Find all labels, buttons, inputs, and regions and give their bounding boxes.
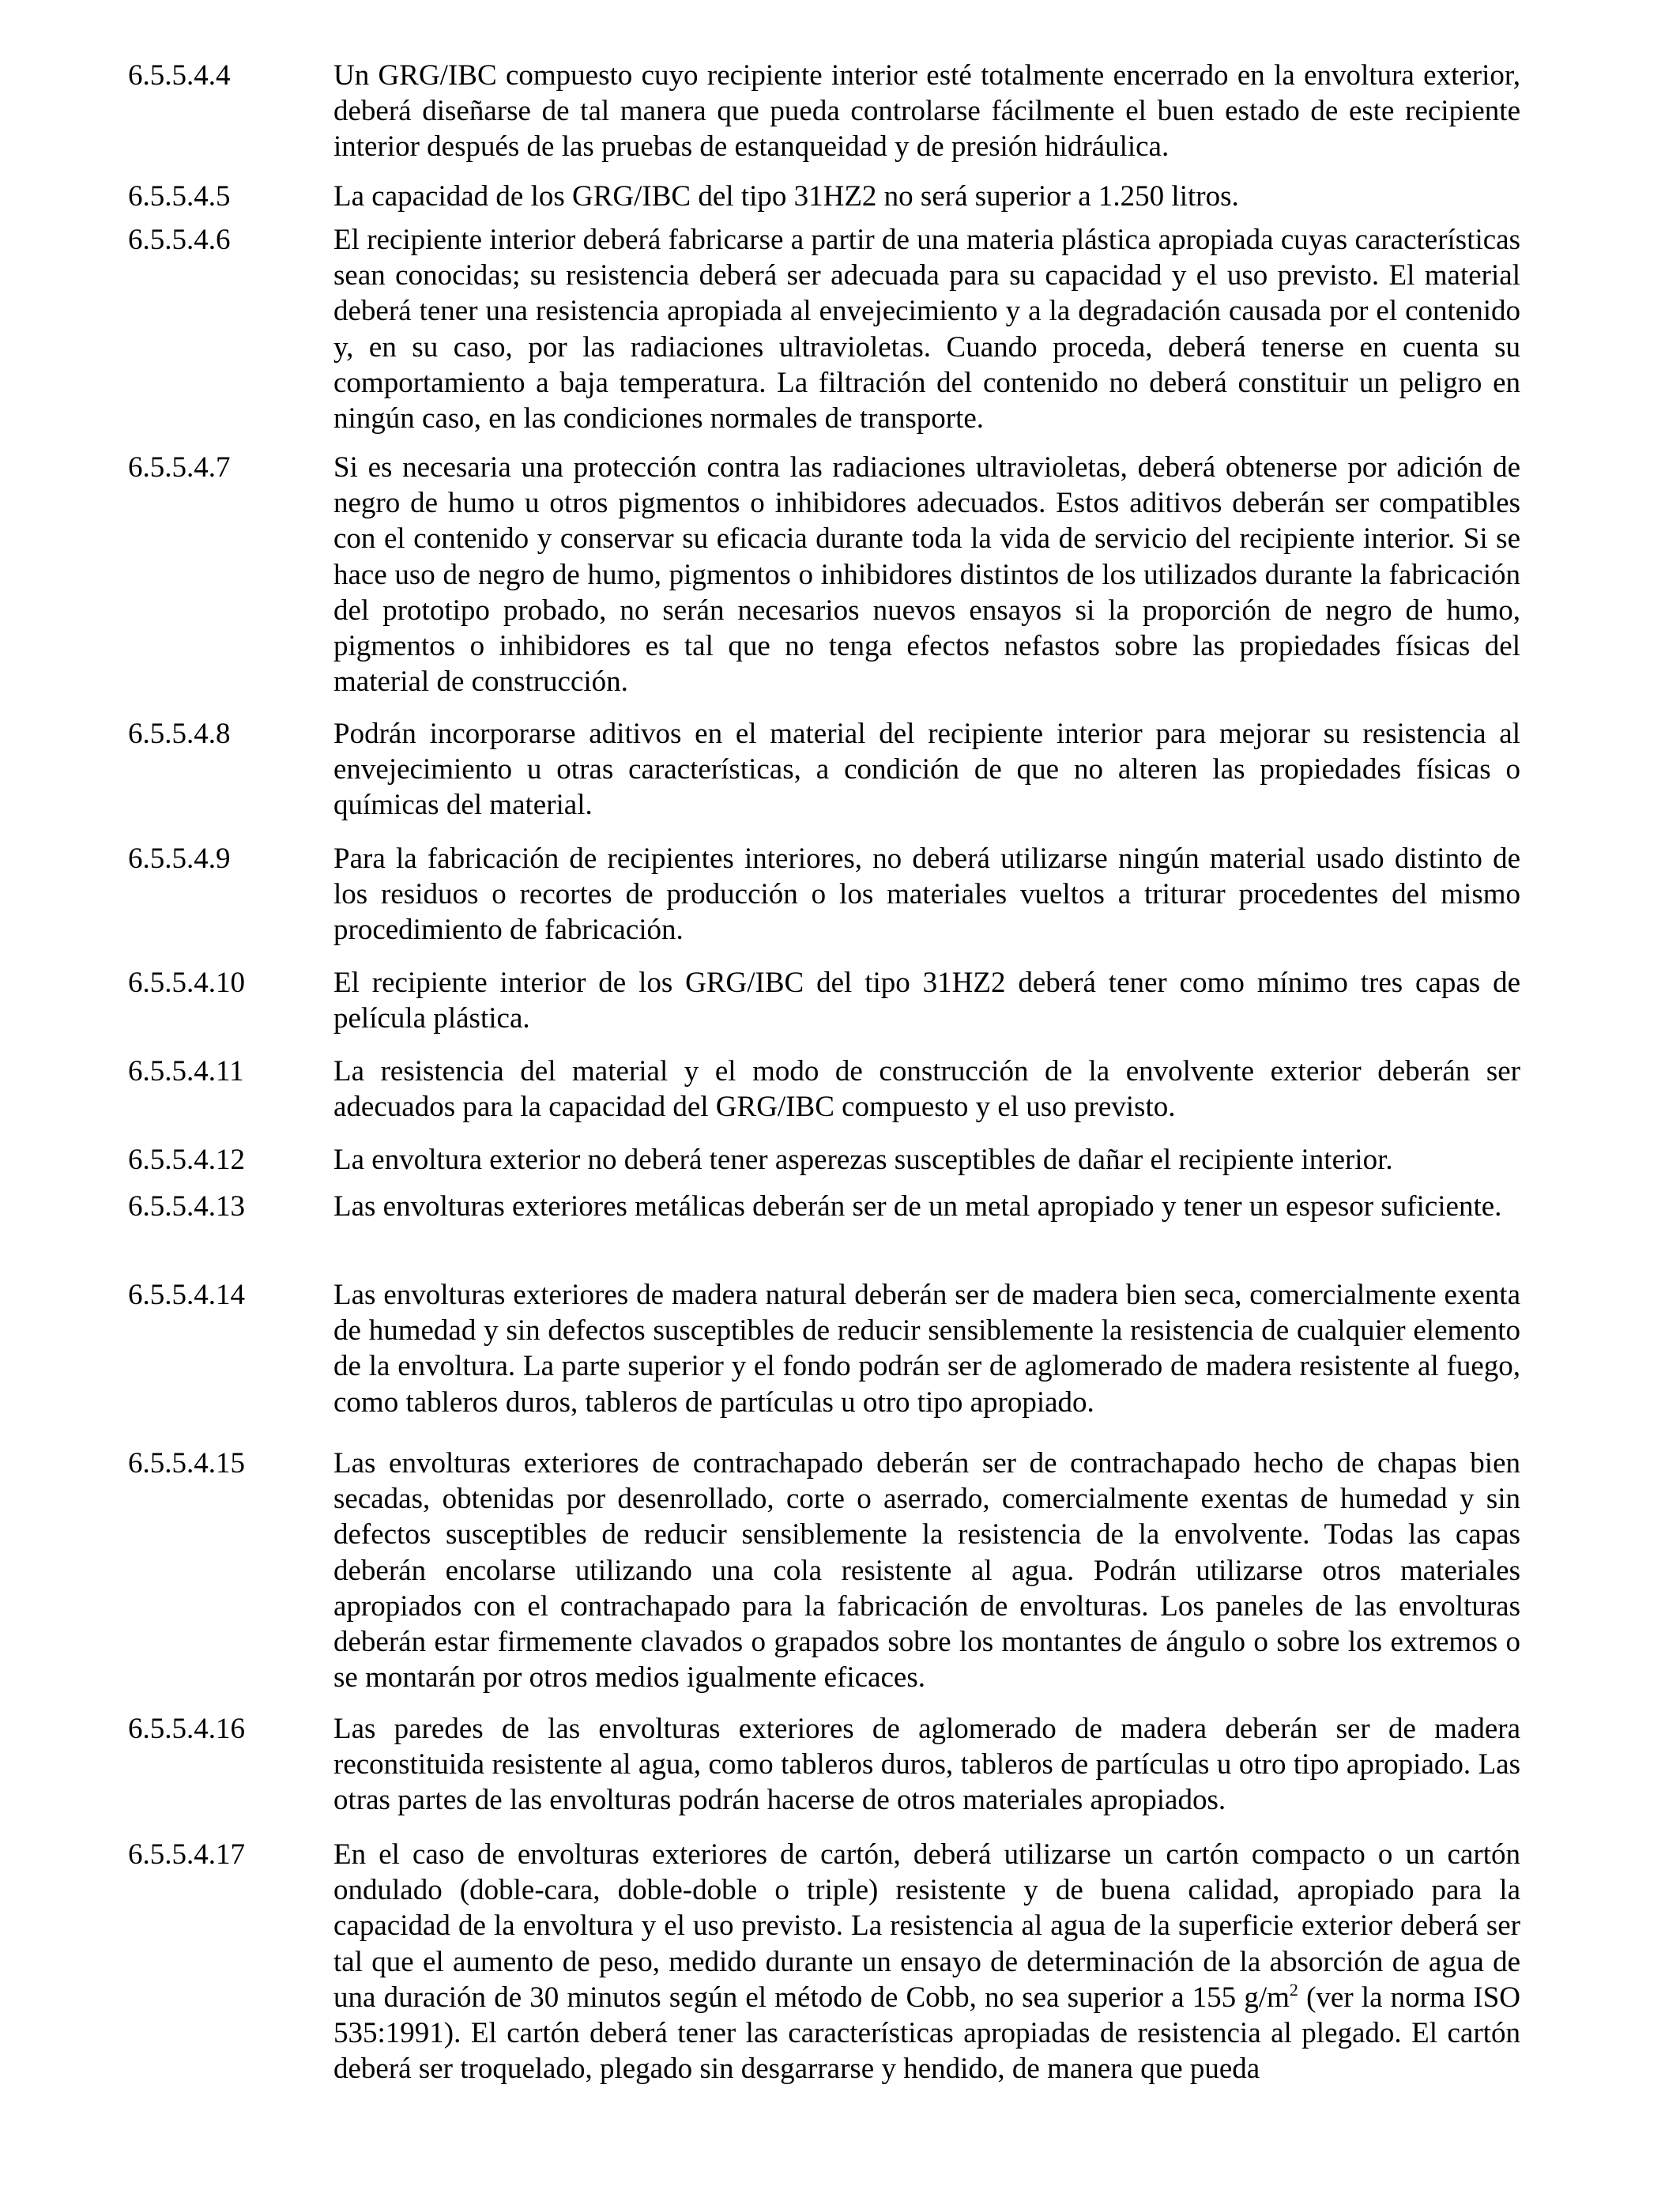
paragraph-text: Las envolturas exteriores de madera natural deberán ser de madera bien seca, comercialmente exenta de humedad y sin defectos susceptibles de reducir sensiblemente la resistencia de cualquier elemento de la envoltura. La parte superior y el fondo podrán ser de aglomerado de madera resistente al fuego, como tableros duros, tableros de partículas u otro tipo apropiado.	[333, 1279, 1520, 1419]
paragraph-number: 6.5.5.4.4	[128, 59, 231, 92]
paragraph-number: 6.5.5.4.5	[128, 180, 231, 213]
paragraph-text: Las envolturas exteriores metálicas deberán ser de un metal apropiado y tener un espesor suficiente.	[333, 1190, 1502, 1223]
paragraph-text-part: En el caso de envolturas exteriores de cartón, deberá utilizarse un cartón compacto o un cartón ondulado (doble-cara, doble-doble o triple) resistente y de buena calidad, apropiado para la capacidad de la envoltura y el uso previsto. La resistencia al agua de la superficie exterior deberá ser tal que el aumento de peso, medido durante un ensayo de determinación de la absorción de agua de una duración de 30 minutos según el método de Cobb, no sea superior a 155 g/m	[333, 1838, 1520, 2014]
paragraph-number: 6.5.5.4.10	[128, 967, 245, 999]
paragraph-number: 6.5.5.4.13	[128, 1190, 245, 1223]
paragraph-text: Si es necesaria una protección contra las radiaciones ultravioletas, deberá obtenerse por adición de negro de humo u otros pigmentos o inhibidores adecuados. Estos aditivos deberán ser compatibles con el contenido y conservar su eficacia durante toda la vida de servicio del recipiente interior. Si se hace uso de negro de humo, pigmentos o inhibidores distintos de los utilizados durante la fabricación del prototipo probado, no serán necesarios nuevos ensayos si la proporción de negro de humo, pigmentos o inhibidores es tal que no tenga efectos nefastos sobre las propiedades físicas del material de construcción.	[333, 451, 1520, 699]
superscript: 2	[1289, 1979, 1298, 2000]
paragraph-number: 6.5.5.4.17	[128, 1838, 245, 1871]
paragraph-text: Podrán incorporarse aditivos en el material del recipiente interior para mejorar su resistencia al envejecimiento u otras características, a condición de que no alteren las propiedades físicas o químicas del material.	[333, 718, 1520, 822]
paragraph-text: Las paredes de las envolturas exteriores de aglomerado de madera deberán ser de madera reconstituida resistente al agua, como tableros duros, tableros de partículas u otro tipo apropiado. Las otras partes de las envolturas podrán hacerse de otros materiales apropiados.	[333, 1713, 1520, 1817]
paragraph-number: 6.5.5.4.9	[128, 843, 231, 875]
paragraph-number: 6.5.5.4.12	[128, 1144, 245, 1176]
paragraph-text: Para la fabricación de recipientes interiores, no deberá utilizarse ningún material usado distinto de los residuos o recortes de producción o los materiales vueltos a triturar procedentes del mismo procedimiento de fabricación.	[333, 843, 1520, 947]
paragraph-text: La envoltura exterior no deberá tener asperezas susceptibles de dañar el recipiente interior.	[333, 1144, 1393, 1176]
paragraph-text-part: (ver la norma ISO 535:1991). El cartón deberá tener las características apropiadas de resistencia al plegado. El cartón deberá ser troquelado, plegado sin desgarrarse y hendido, de manera que pueda	[333, 1981, 1520, 2086]
paragraph-text	[333, 1837, 1520, 2087]
paragraph-text: La resistencia del material y el modo de construcción de la envolvente exterior deberán ser adecuados para la capacidad del GRG/IBC compuesto y el uso previsto.	[333, 1055, 1520, 1124]
paragraph-text: La capacidad de los GRG/IBC del tipo 31HZ2 no será superior a 1.250 litros.	[333, 180, 1239, 213]
paragraph-number: 6.5.5.4.16	[128, 1713, 245, 1745]
paragraph-number: 6.5.5.4.6	[128, 224, 231, 256]
paragraph-number: 6.5.5.4.7	[128, 451, 231, 484]
paragraph-number: 6.5.5.4.11	[128, 1055, 244, 1088]
paragraph-number: 6.5.5.4.15	[128, 1447, 245, 1480]
paragraph-text: Un GRG/IBC compuesto cuyo recipiente interior esté totalmente encerrado en la envoltura exterior, deberá diseñarse de tal manera que pueda controlarse fácilmente el buen estado de este recipiente interior después de las pruebas de estanqueidad y de presión hidráulica.	[333, 59, 1520, 164]
paragraph-text: El recipiente interior de los GRG/IBC del tipo 31HZ2 deberá tener como mínimo tres capas de película plástica.	[333, 967, 1520, 1035]
paragraph-number: 6.5.5.4.14	[128, 1279, 245, 1311]
paragraph-number: 6.5.5.4.8	[128, 718, 231, 750]
paragraph-text: Las envolturas exteriores de contrachapado deberán ser de contrachapado hecho de chapas bien secadas, obtenidas por desenrollado, corte o aserrado, comercialmente exentas de humedad y sin defectos susceptibles de reducir sensiblemente la resistencia de la envolvente. Todas las capas deberán encolarse utilizando una cola resistente al agua. Podrán utilizarse otros materiales apropiados con el contrachapado para la fabricación de envolturas. Los paneles de las envolturas deberán estar firmemente clavados o grapados sobre los montantes de ángulo o sobre los extremos o se montarán por otros medios igualmente eficaces.	[333, 1447, 1520, 1695]
paragraph-text: El recipiente interior deberá fabricarse a partir de una materia plástica apropiada cuyas características sean conocidas; su resistencia deberá ser adecuada para su capacidad y el uso previsto. El material deberá tener una resistencia apropiada al envejecimiento y a la degradación causada por el contenido y, en su caso, por las radiaciones ultravioletas. Cuando proceda, deberá tenerse en cuenta su comportamiento a baja temperatura. La filtración del contenido no deberá constituir un peligro en ningún caso, en las condiciones normales de transporte.	[333, 224, 1520, 435]
